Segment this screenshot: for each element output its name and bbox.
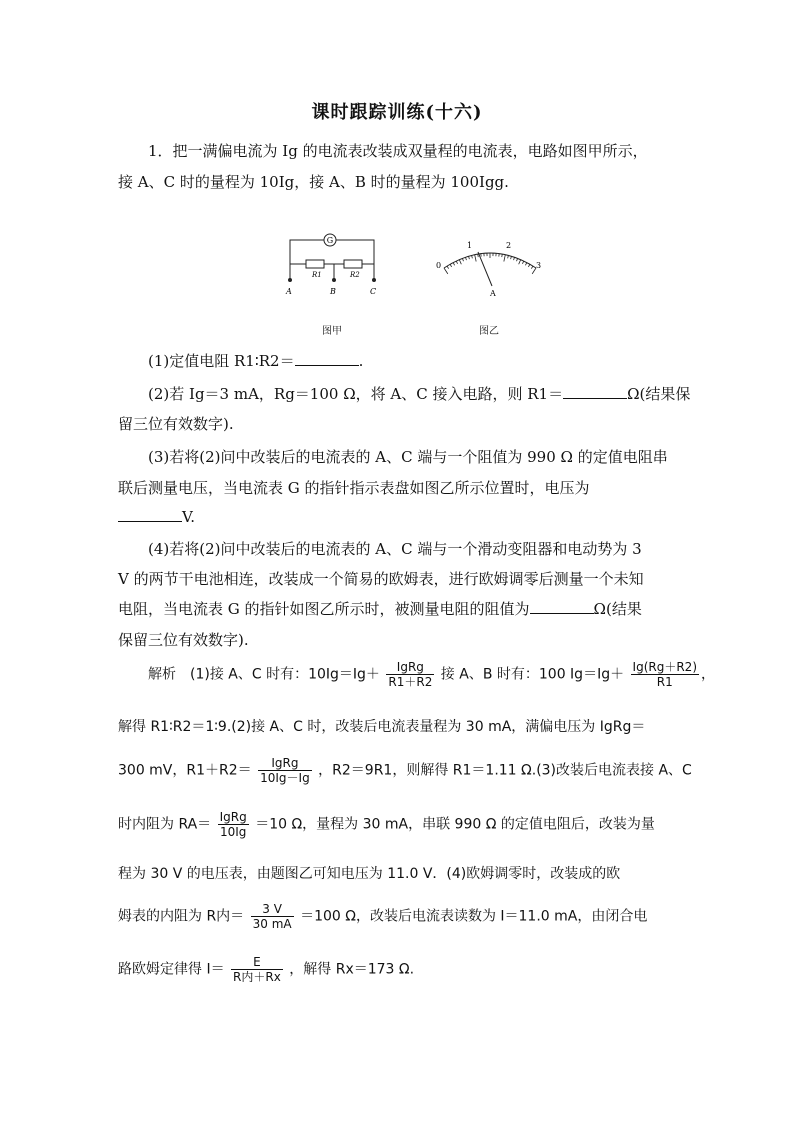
sub-question-2: [148, 383, 690, 404]
fraction-num: Ig(Rg＋R2): [632, 660, 697, 674]
solution-text: 姆表的内阻为 R内＝: [118, 908, 245, 925]
terminal-b: B: [330, 287, 336, 296]
question-line-1: 1．把一满偏电流为 Ig 的电流表改装成双量程的电流表，电路如图甲所示，: [148, 142, 648, 160]
fraction: [231, 955, 283, 984]
solution-text: 接 A、B 时有：100 Ig＝Ig＋: [440, 666, 625, 683]
answer-blank: [118, 507, 182, 522]
solution-text: ，R2＝9R1，则解得 R1＝1.11 Ω.(3)改装后电流表接 A、C: [318, 762, 692, 779]
fraction-num: IgRg: [258, 756, 312, 771]
dial-tick-mark: [522, 261, 523, 264]
fraction: [251, 902, 294, 931]
dial-tick-0: 0: [436, 261, 442, 270]
dial-tick-mark: [504, 255, 505, 262]
sub3-line-2: 联后测量电压，当电流表 G 的指针指示表盘如图乙所示位置时，电压为: [118, 479, 590, 497]
sub3-line-3: [118, 507, 195, 526]
page-title: 课时跟踪训练(十六): [311, 102, 483, 123]
solution-line-3: [118, 756, 692, 785]
dial-tick-mark: [511, 256, 512, 259]
meter-dial: [430, 234, 550, 304]
caption-jia: 图甲: [322, 326, 342, 337]
solution-text: ，解得 Rx＝173 Ω.: [289, 961, 415, 978]
fraction-num: E: [231, 955, 283, 970]
question-line-2: 接 A、C 时的量程为 10Ig，接 A、B 时的量程为 100Igg.: [118, 173, 509, 191]
fraction-num: IgRg: [219, 810, 247, 824]
solution-text: ＝10 Ω，量程为 30 mA，串联 990 Ω 的定值电阻后，改装为量: [255, 816, 655, 833]
answer-blank: [563, 384, 627, 399]
dial-tick-mark: [508, 255, 509, 258]
dial-tick-mark: [514, 257, 515, 260]
fraction-den: 10Ig: [219, 825, 247, 839]
dial-tick-mark: [469, 256, 470, 259]
dial-tick-1: 1: [467, 241, 473, 250]
dial-tick-mark: [456, 261, 457, 264]
dial-tick-3: 3: [536, 261, 542, 270]
fraction-den: R1: [656, 675, 673, 689]
solution-line-1: [148, 660, 715, 689]
dial-tick-mark: [453, 263, 454, 266]
caption-yi: 图乙: [479, 326, 499, 337]
solution-line-7: [118, 955, 414, 984]
sub-question-1: (1)定值电阻 R1∶R2＝ .: [148, 352, 364, 370]
dial-tick-mark: [450, 264, 451, 267]
fraction-den: 30 mA: [252, 917, 292, 931]
r2-label: R2: [350, 271, 360, 279]
dial-tick-mark: [444, 268, 448, 274]
fraction-den: 10Ig－Ig: [260, 771, 310, 785]
fraction-den: R内＋Rx: [233, 970, 281, 984]
fraction-num: IgRg: [386, 660, 434, 675]
sub4-text-b: Ω(结果: [593, 600, 642, 618]
answer-blank: [295, 351, 359, 366]
dial-tick-mark: [531, 266, 533, 269]
sub4-line-4: 保留三位有效数字).: [118, 631, 249, 649]
sub2-text: (2)若 Ig＝3 mA，Rg＝100 Ω，将 A、C 接入电路，则 R1＝: [148, 385, 564, 403]
sub4-line-2: V 的两节干电池相连，改装成一个简易的欧姆表，进行欧姆调零后测量一个未知: [118, 570, 644, 588]
dial-tick-mark: [517, 258, 518, 261]
dial-tick-mark: [525, 263, 526, 266]
terminal-c: C: [370, 287, 377, 296]
dial-tick-mark: [502, 254, 503, 257]
fraction: [386, 660, 434, 689]
sub2-line-2: 留三位有效数字).: [118, 415, 234, 433]
sub4-line-1: (4)若将(2)问中改装后的电流表的 A、C 端与一个滑动变阻器和电动势为 3: [148, 540, 642, 558]
fraction: [258, 756, 312, 785]
solution-text: 路欧姆定律得 I＝: [118, 961, 225, 978]
dial-tick-mark: [519, 260, 521, 265]
sub2-text-b: Ω(结果保: [627, 385, 691, 403]
fraction: [631, 660, 699, 689]
galvanometer-label: G: [326, 236, 334, 245]
dial-tick-mark: [475, 255, 476, 262]
sub4-line-3: [118, 598, 642, 619]
dial-tick-2: 2: [506, 241, 512, 250]
solution-text: 时内阻为 RA＝: [118, 816, 212, 833]
r1-label: R1: [312, 271, 322, 279]
fraction: [218, 810, 249, 839]
solution-line-5: 程为 30 V 的电压表，由题图乙可知电压为 11.0 V．(4)欧姆调零时，改装成的欧: [118, 866, 621, 882]
pointer-label: A: [490, 289, 496, 298]
dial-tick-mark: [459, 260, 461, 265]
sub3-line-1: (3)若将(2)问中改装后的电流表的 A、C 端与一个阻值为 990 Ω 的定值电阻串: [148, 448, 668, 466]
solution-text: 解析 (1)接 A、C 时有：10Ig＝Ig＋: [148, 666, 380, 683]
fraction-den: R1＋R2: [388, 675, 433, 689]
solution-text: ＝100 Ω，改装后电流表读数为 I＝11.0 mA，由闭合电: [300, 908, 648, 925]
solution-line-2: 解得 R1∶R2＝1∶9.(2)接 A、C 时，改装后电流表量程为 30 mA，满偏电压为 IgRg＝: [118, 719, 646, 735]
dial-tick-mark: [465, 257, 466, 260]
dial-tick-mark: [447, 266, 449, 269]
terminal-a: A: [286, 287, 292, 296]
sub1-text: (1)定值电阻 R1∶R2＝: [148, 352, 295, 370]
solution-text: 300 mV，R1＋R2＝: [118, 762, 252, 779]
dial-tick-mark: [472, 255, 473, 258]
solution-line-4: [118, 810, 655, 839]
fraction-num: 3 V: [251, 902, 294, 917]
sub3-unit: V.: [182, 508, 195, 526]
dial-tick-mark: [462, 258, 463, 261]
dial-tick-mark: [528, 264, 529, 267]
solution-text: ，: [701, 666, 715, 683]
solution-line-6: [118, 902, 647, 931]
answer-blank: [530, 599, 594, 614]
sub4-text: 电阻，当电流表 G 的指针如图乙所示时，被测量电阻的阻值为: [118, 600, 530, 618]
dial-tick-mark: [478, 254, 479, 257]
circuit-diagram: [278, 228, 388, 308]
